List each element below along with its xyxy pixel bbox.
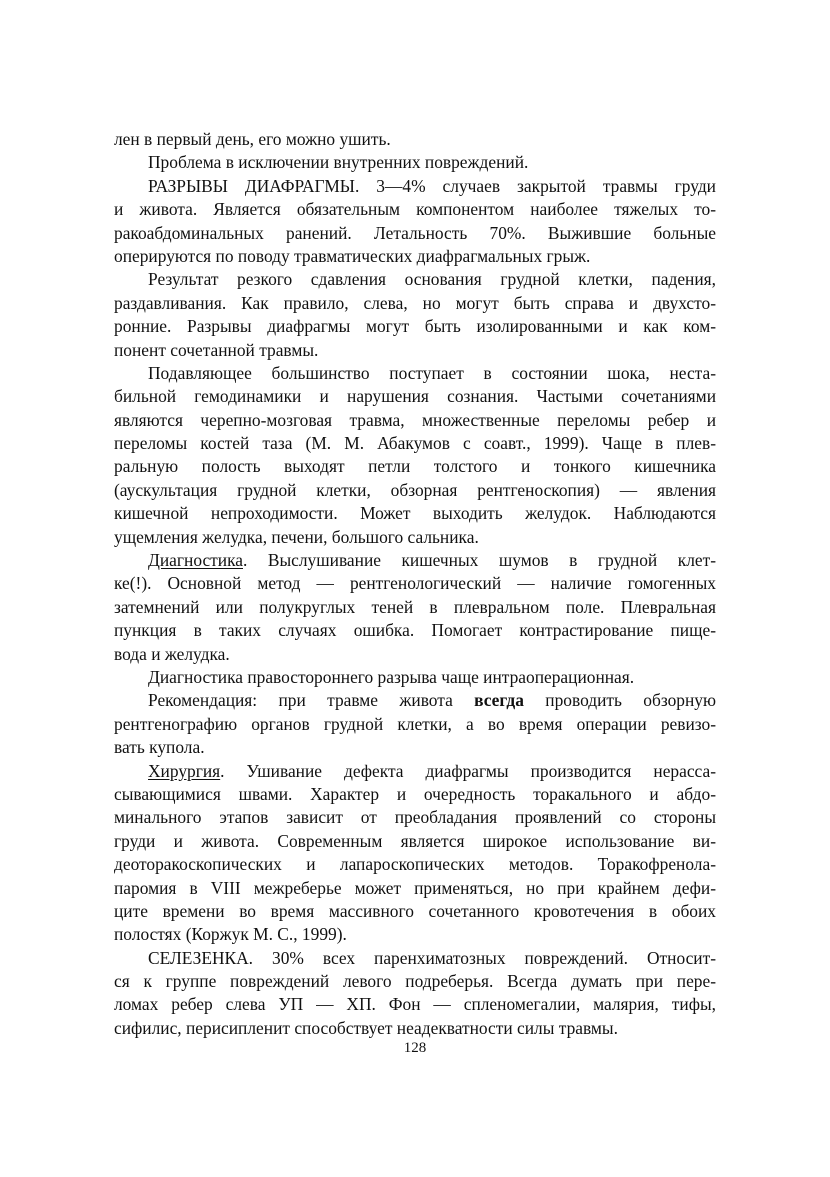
text-line: вать купола. [114, 737, 205, 758]
text-line: вода и желудка. [114, 643, 230, 664]
text-line [114, 760, 716, 783]
text-line: ральную полость выходят петли толстого и тонкого кишечника [114, 456, 716, 477]
text-line: оперируются по поводу травматических диафрагмальных грыж. [114, 245, 591, 266]
text-line: ущемления желудка, печени, большого сальника. [114, 526, 479, 547]
text-line: сывающимися швами. Характер и очередность торакального и абдо- [114, 783, 716, 804]
paragraph [114, 128, 716, 151]
text-line: паромия в VIII межреберье может применяться, но при крайнем дефи- [114, 877, 716, 898]
text-line: Подавляющее большинство поступает в состоянии шока, неста- [148, 362, 716, 383]
text-line: ронние. Разрывы диафрагмы могут быть изолированными и как ком- [114, 316, 716, 337]
paragraph-surgery [114, 760, 716, 947]
section-heading-diagnostics: Диагностика [148, 550, 243, 571]
text-line: груди и живота. Современным является широкое использование ви- [114, 830, 716, 851]
paragraph-spleen [114, 947, 716, 1041]
text-line: минального этапов зависит от преобладания проявлений со стороны [114, 807, 716, 828]
text-run: Рекомендация: при травме живота [148, 690, 475, 711]
paragraph [114, 666, 716, 689]
text-line: ракоабдоминальных ранений. Летальность 70%. Выжившие больные [114, 222, 716, 243]
text-line: и живота. Является обязательным компонентом наиболее тяжелых то- [114, 199, 716, 220]
text-line: Результат резкого сдавления основания грудной клетки, падения, [148, 269, 716, 290]
paragraph-diaphragm-ruptures [114, 175, 716, 269]
paragraph-recommendation [114, 689, 716, 759]
text-line: РАЗРЫВЫ ДИАФРАГМЫ. 3—4% случаев закрытой травмы груди [148, 175, 716, 196]
text-line: переломы костей таза (М. М. Абакумов с соавт., 1999). Чаще в плев- [114, 433, 716, 454]
text-line: рентгенографию органов грудной клетки, а во время операции ревизо- [114, 713, 716, 734]
text-line: полостях (Коржук М. С., 1999). [114, 924, 347, 945]
text-line: бильной гемодинамики и нарушения сознания. Частыми сочетаниями [114, 386, 716, 407]
text-line [114, 549, 716, 572]
text-line: лен в первый день, его можно ушить. [114, 129, 391, 149]
text-line: понент сочетанной травмы. [114, 339, 319, 360]
text-run: . Выслушивание кишечных шумов в грудной клет- [243, 550, 716, 571]
page-number: 128 [403, 1040, 427, 1056]
paragraph [114, 362, 716, 549]
text-line: СЕЛЕЗЕНКА. 30% всех паренхиматозных повреждений. Относит- [148, 947, 716, 968]
text-line: кишечной непроходимости. Может выходить желудок. Наблюдаются [114, 503, 716, 524]
text-line: ся к группе повреждений левого подреберья. Всегда думать при пере- [114, 971, 716, 992]
text-line: деоторакоскопических и лапароскопических методов. Торакофренола- [114, 854, 716, 875]
text-line: Диагностика правостороннего разрыва чаще интраоперационная. [148, 666, 635, 687]
text-run: . Ушивание дефекта диафрагмы производится нерасса- [220, 760, 716, 781]
text-line: ците времени во время массивного сочетанного кровотечения в обоих [114, 900, 716, 921]
text-run: проводить обзорную [523, 690, 716, 711]
text-line: раздавливания. Как правило, слева, но могут быть справа и двухсто- [114, 292, 716, 313]
text-line: ломах ребер слева УП — ХП. Фон — спленомегалии, малярия, тифы, [114, 994, 716, 1015]
paragraph [114, 268, 716, 362]
section-heading-surgery: Хирургия [148, 760, 221, 781]
text-line: Проблема в исключении внутренних повреждений. [148, 152, 529, 173]
emphasis-always: всегда [474, 690, 524, 711]
text-line [114, 689, 716, 712]
page-body [114, 128, 716, 1040]
text-line: (аускультация грудной клетки, обзорная рентгеноскопия) — явления [114, 479, 716, 500]
text-line: затемнений или полукруглых теней в плевральном поле. Плевральная [114, 596, 716, 617]
text-line: ке(!). Основной метод — рентгенологический — наличие гомогенных [114, 573, 716, 594]
text-line: сифилис, перисипленит способствует неадекватности силы травмы. [114, 1017, 618, 1038]
text-line: пункция в таких случаях ошибка. Помогает контрастирование пище- [114, 620, 716, 641]
text-line: являются черепно-мозговая травма, множественные переломы ребер и [114, 409, 716, 430]
paragraph [114, 151, 716, 174]
paragraph-diagnostics [114, 549, 716, 666]
